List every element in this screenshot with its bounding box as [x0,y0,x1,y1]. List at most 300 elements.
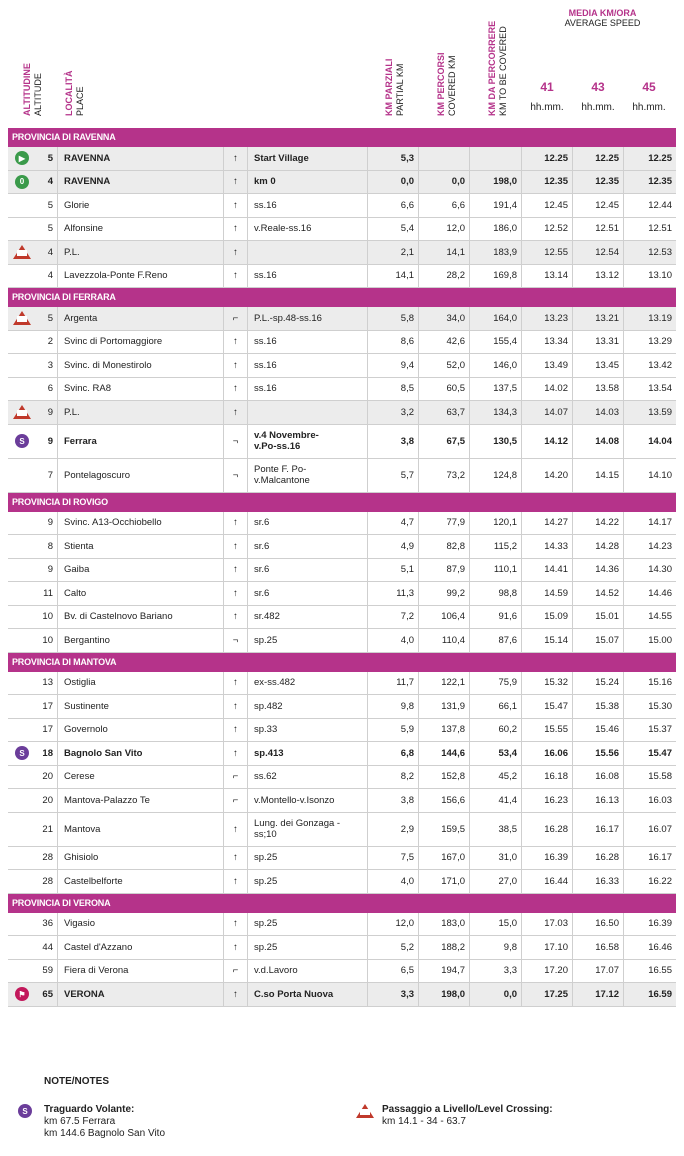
time-41-cell: 17.25 [522,983,573,1006]
table-row [8,425,676,459]
direction-cell: ↑ [224,218,248,241]
icon-cell [8,936,36,959]
partial-km-cell: 6,8 [368,742,419,765]
covered-km-cell: 12,0 [419,218,470,241]
partial-km-cell: 12,0 [368,913,419,936]
time-43-cell: 17.07 [573,960,624,983]
time-43-cell: 12.45 [573,194,624,217]
remaining-km-cell: 198,0 [470,171,522,194]
direction-cell: ↑ [224,194,248,217]
remaining-km-cell: 164,0 [470,307,522,330]
time-43-cell: 12.25 [573,147,624,170]
icon-cell [8,742,36,765]
time-45-cell: 14.23 [648,540,672,552]
altitude-cell: 17 [36,719,58,742]
icon-cell [8,789,36,812]
time-45-cell: 16.07 [648,823,672,835]
road-cell: sp.25 [248,629,368,652]
time-45-cell: 16.55 [648,965,672,977]
time-43-cell: 15.56 [573,742,624,765]
partial-km-cell: 7,5 [368,847,419,870]
place-cell: Bergantino [58,629,224,652]
altitude-cell: 7 [36,459,58,492]
partial-km-cell: 0,0 [368,171,419,194]
direction-cell: ⌐ [224,960,248,983]
sprint-note-line: km 67.5 Ferrara [44,1116,116,1127]
altitude-title: ALTITUDINE [22,63,32,116]
direction-cell: ↑ [224,354,248,377]
road-cell: sp.25 [248,913,368,936]
icon-cell [8,847,36,870]
time-43-cell: 16.50 [573,913,624,936]
time-45-cell: 12.44 [648,199,672,211]
time-45-cell: 14.30 [648,564,672,576]
place-cell: Bagnolo San Vito [58,742,224,765]
start-icon: ▶ [15,151,29,165]
covered-km-cell: 0,0 [419,171,470,194]
place-cell: VERONA [58,983,224,1006]
altitude-cell: 3 [36,354,58,377]
road-cell: v.d.Lavoro [248,960,368,983]
place-cell: Ferrara [58,425,224,458]
remaining-km-cell: 0,0 [470,983,522,1006]
time-43-cell: 14.36 [573,559,624,582]
icon-cell [8,401,36,424]
altitude-cell: 59 [36,960,58,983]
covered-km-cell: 6,6 [419,194,470,217]
time-45-cell: 12.25 [648,152,672,164]
province-header: PROVINCIA DI FERRARA [8,288,676,307]
direction-cell: ↑ [224,719,248,742]
level-crossing-icon [356,1104,374,1118]
time-43-cell: 14.22 [573,512,624,535]
icon-cell [8,813,36,846]
time-45-cell: 15.58 [648,771,672,783]
icon-cell [8,766,36,789]
remaining-km-cell: 115,2 [470,535,522,558]
place-cell: Svinc. di Monestirolo [58,354,224,377]
table-row [8,582,676,606]
time-41-cell: 14.07 [522,401,573,424]
time-41-cell: 16.18 [522,766,573,789]
direction-cell: ⌐ [224,307,248,330]
time-unit-label: hh.mm. [530,102,564,113]
time-41-cell: 16.06 [522,742,573,765]
partial-km-cell: 5,7 [368,459,419,492]
time-45-cell: 16.17 [648,852,672,864]
direction-cell: ↑ [224,582,248,605]
time-41-cell: 13.49 [522,354,573,377]
partial-km-cell: 4,7 [368,512,419,535]
table-header [0,0,684,122]
time-41-cell: 16.39 [522,847,573,870]
altitude-cell: 9 [36,425,58,458]
time-41-cell: 16.44 [522,870,573,893]
province-header: PROVINCIA DI RAVENNA [8,128,676,147]
remaining-km-cell: 75,9 [470,672,522,695]
partial-km-cell: 9,8 [368,695,419,718]
partial-km-cell: 11,7 [368,672,419,695]
road-cell: sp.33 [248,719,368,742]
direction-cell: ↑ [224,695,248,718]
covered-km-cell: 60,5 [419,378,470,401]
icon-cell [8,307,36,330]
remaining-km-cell: 31,0 [470,847,522,870]
table-row [8,331,676,355]
direction-cell: ↑ [224,813,248,846]
place-cell: Ghisiolo [58,847,224,870]
altitude-cell: 18 [36,742,58,765]
altitude-cell: 11 [36,582,58,605]
road-cell: v.Montello-v.Isonzo [248,789,368,812]
covered-km-cell: 188,2 [419,936,470,959]
partial-km-cell: 6,6 [368,194,419,217]
time-43-cell: 16.17 [573,813,624,846]
altitude-cell: 28 [36,847,58,870]
altitude-cell: 8 [36,535,58,558]
time-45-cell: 16.22 [648,875,672,887]
direction-cell: ¬ [224,459,248,492]
direction-cell: ↑ [224,147,248,170]
time-43-cell: 15.07 [573,629,624,652]
road-cell: sr.6 [248,559,368,582]
road-cell: ss.16 [248,331,368,354]
road-cell: ss.16 [248,194,368,217]
average-speed-title: MEDIA KM/ORA [568,8,637,18]
time-45-cell: 16.59 [648,988,672,1000]
remaining-km-cell: 134,3 [470,401,522,424]
covered-km-cell: 52,0 [419,354,470,377]
table-row [8,171,676,195]
covered-km-title: KM PERCORSI [436,52,446,116]
direction-cell: ↑ [224,983,248,1006]
time-43-cell: 15.24 [573,672,624,695]
remaining-km-cell: 91,6 [470,606,522,629]
time-43-cell: 16.33 [573,870,624,893]
direction-cell: ↑ [224,331,248,354]
remaining-km-cell: 27,0 [470,870,522,893]
table-row [8,983,676,1007]
road-cell: sp.482 [248,695,368,718]
road-cell: sp.25 [248,936,368,959]
covered-km-cell: 152,8 [419,766,470,789]
remaining-km-cell: 41,4 [470,789,522,812]
covered-km-cell: 34,0 [419,307,470,330]
covered-km-cell: 198,0 [419,983,470,1006]
partial-km-cell: 5,2 [368,936,419,959]
table-row [8,913,676,937]
time-41-cell: 15.55 [522,719,573,742]
province-header: PROVINCIA DI VERONA [8,894,676,913]
altitude-header [22,16,52,116]
table-row [8,512,676,536]
time-unit-label: hh.mm. [632,102,666,113]
icon-cell [8,512,36,535]
road-cell: sp.25 [248,870,368,893]
direction-cell: ¬ [224,425,248,458]
altitude-cell: 2 [36,331,58,354]
direction-cell: ↑ [224,847,248,870]
time-41-cell: 15.47 [522,695,573,718]
place-subtitle: PLACE [75,86,85,116]
partial-km-cell: 3,8 [368,789,419,812]
speed-43-label: 43 [591,80,605,94]
sprint-note-title: Traguardo Volante: [44,1104,135,1115]
partial-km-cell: 2,9 [368,813,419,846]
covered-km-cell: 42,6 [419,331,470,354]
remaining-km-header [487,4,517,116]
covered-km-cell: 106,4 [419,606,470,629]
remaining-km-cell: 110,1 [470,559,522,582]
place-cell: Castel d'Azzano [58,936,224,959]
icon-cell [8,672,36,695]
road-cell: C.so Porta Nuova [248,983,368,1006]
covered-km-cell: 171,0 [419,870,470,893]
place-title: LOCALITÀ [64,70,74,116]
time-43-cell: 13.58 [573,378,624,401]
direction-cell: ⌐ [224,789,248,812]
table-row [8,401,676,425]
remaining-km-cell: 155,4 [470,331,522,354]
remaining-km-cell: 3,3 [470,960,522,983]
icon-cell [8,695,36,718]
table-row [8,813,676,847]
partial-km-cell: 3,2 [368,401,419,424]
direction-cell: ↑ [224,913,248,936]
direction-cell: ⌐ [224,766,248,789]
finish-icon: ⚑ [15,987,29,1001]
average-speed-subtitle: AVERAGE SPEED [564,18,641,28]
icon-cell [8,629,36,652]
time-45-cell: 14.55 [648,611,672,623]
road-cell [248,401,368,424]
time-41-cell: 14.59 [522,582,573,605]
table-row [8,936,676,960]
time-41-cell: 14.27 [522,512,573,535]
place-cell: RAVENNA [58,147,224,170]
direction-cell: ↑ [224,936,248,959]
place-cell: Sustinente [58,695,224,718]
time-43-cell: 12.54 [573,241,624,264]
table-row [8,742,676,766]
covered-km-cell: 156,6 [419,789,470,812]
level-crossing-icon [13,405,31,419]
altitude-cell: 65 [36,983,58,1006]
time-43-cell: 16.58 [573,936,624,959]
partial-km-cell: 8,5 [368,378,419,401]
direction-cell: ¬ [224,629,248,652]
time-43-cell: 16.28 [573,847,624,870]
road-cell: sr.482 [248,606,368,629]
time-45-cell: 13.19 [648,312,672,324]
partial-km-cell: 4,0 [368,629,419,652]
time-41-cell: 15.09 [522,606,573,629]
place-cell: Glorie [58,194,224,217]
icon-cell [8,559,36,582]
time-41-cell: 16.28 [522,813,573,846]
direction-cell: ↑ [224,535,248,558]
remaining-km-cell: 60,2 [470,719,522,742]
time-43-cell: 16.13 [573,789,624,812]
direction-cell: ↑ [224,171,248,194]
covered-km-cell: 87,9 [419,559,470,582]
direction-cell: ↑ [224,742,248,765]
time-45-cell: 15.00 [648,634,672,646]
time-45-cell: 15.30 [648,700,672,712]
partial-km-cell: 5,3 [368,147,419,170]
icon-cell [8,241,36,264]
road-cell: sp.413 [248,742,368,765]
direction-cell: ↑ [224,265,248,288]
km0-icon: 0 [15,175,29,189]
road-cell [248,241,368,264]
altitude-cell: 10 [36,606,58,629]
icon-cell [8,870,36,893]
covered-km-cell: 67,5 [419,425,470,458]
place-cell: Svinc. A13-Occhiobello [58,512,224,535]
table-row [8,629,676,653]
place-cell: Lavezzola-Ponte F.Reno [58,265,224,288]
partial-km-cell: 5,8 [368,307,419,330]
direction-cell: ↑ [224,870,248,893]
partial-km-cell: 5,4 [368,218,419,241]
table-row [8,559,676,583]
place-cell: P.L. [58,401,224,424]
place-cell: Bv. di Castelnovo Bariano [58,606,224,629]
covered-km-cell: 194,7 [419,960,470,983]
icon-cell [8,960,36,983]
place-cell: Mantova [58,813,224,846]
time-43-cell: 13.31 [573,331,624,354]
sprint-icon: S [18,1104,32,1118]
remaining-km-cell [470,147,522,170]
time-45-cell: 12.51 [648,223,672,235]
altitude-cell: 5 [36,147,58,170]
table-row [8,241,676,265]
icon-cell [8,354,36,377]
partial-km-cell: 2,1 [368,241,419,264]
place-cell: P.L. [58,241,224,264]
partial-km-subtitle: PARTIAL KM [395,63,405,116]
covered-km-cell: 131,9 [419,695,470,718]
time-43-cell: 13.12 [573,265,624,288]
time-43-cell: 12.35 [573,171,624,194]
altitude-cell: 6 [36,378,58,401]
time-45-cell: 14.17 [648,517,672,529]
sprint-icon: S [15,434,29,448]
remaining-km-cell: 53,4 [470,742,522,765]
icon-cell [8,331,36,354]
place-cell: Calto [58,582,224,605]
covered-km-cell: 73,2 [419,459,470,492]
place-cell: Gaiba [58,559,224,582]
time-45-cell: 14.10 [648,469,672,481]
speed-41-label: 41 [540,80,554,94]
remaining-km-cell: 130,5 [470,425,522,458]
time-41-cell: 17.10 [522,936,573,959]
altitude-cell: 4 [36,265,58,288]
time-45-cell: 13.42 [648,359,672,371]
icon-cell [8,459,36,492]
time-43-cell: 13.45 [573,354,624,377]
covered-km-cell: 99,2 [419,582,470,605]
covered-km-cell: 63,7 [419,401,470,424]
road-cell: ss.16 [248,354,368,377]
time-45-cell: 16.46 [648,941,672,953]
altitude-cell: 36 [36,913,58,936]
time-43-cell: 15.01 [573,606,624,629]
level-crossing-note-line: km 14.1 - 34 - 63.7 [382,1116,466,1127]
place-cell: Mantova-Palazzo Te [58,789,224,812]
time-41-cell: 14.20 [522,459,573,492]
place-cell: Governolo [58,719,224,742]
remaining-km-cell: 15,0 [470,913,522,936]
direction-cell: ↑ [224,606,248,629]
timetable [8,128,676,1007]
time-43-cell: 12.51 [573,218,624,241]
level-crossing-icon [13,311,31,325]
time-41-cell: 16.23 [522,789,573,812]
time-45-cell: 14.04 [648,435,672,447]
road-cell: ex-ss.482 [248,672,368,695]
place-cell: Svinc. RA8 [58,378,224,401]
table-row [8,194,676,218]
remaining-km-cell: 9,8 [470,936,522,959]
time-unit-label: hh.mm. [581,102,615,113]
altitude-cell: 13 [36,672,58,695]
altitude-cell: 28 [36,870,58,893]
altitude-cell: 17 [36,695,58,718]
time-43-cell: 14.15 [573,459,624,492]
time-45-cell: 15.47 [648,747,672,759]
partial-km-cell: 14,1 [368,265,419,288]
time-43-cell: 17.12 [573,983,624,1006]
partial-km-cell: 6,5 [368,960,419,983]
road-cell: P.L.-sp.48-ss.16 [248,307,368,330]
place-cell: Stienta [58,535,224,558]
time-45-cell: 13.59 [648,406,672,418]
partial-km-cell: 9,4 [368,354,419,377]
covered-km-cell: 144,6 [419,742,470,765]
time-45-cell: 13.54 [648,383,672,395]
time-41-cell: 13.23 [522,307,573,330]
table-row [8,218,676,242]
covered-km-cell: 82,8 [419,535,470,558]
icon-cell [8,983,36,1006]
direction-cell: ↑ [224,559,248,582]
icon-cell [8,147,36,170]
icon-cell [8,535,36,558]
time-45-cell: 13.10 [648,270,672,282]
province-header: PROVINCIA DI MANTOVA [8,653,676,672]
place-cell: Vigasio [58,913,224,936]
altitude-cell: 20 [36,766,58,789]
road-cell: km 0 [248,171,368,194]
time-41-cell: 17.03 [522,913,573,936]
altitude-cell: 9 [36,401,58,424]
covered-km-cell: 183,0 [419,913,470,936]
covered-km-cell: 122,1 [419,672,470,695]
icon-cell [8,719,36,742]
time-41-cell: 14.02 [522,378,573,401]
time-41-cell: 14.12 [522,425,573,458]
remaining-km-cell: 191,4 [470,194,522,217]
partial-km-cell: 3,8 [368,425,419,458]
level-crossing-icon [13,245,31,259]
remaining-km-cell: 120,1 [470,512,522,535]
road-cell: ss.16 [248,378,368,401]
covered-km-cell: 167,0 [419,847,470,870]
